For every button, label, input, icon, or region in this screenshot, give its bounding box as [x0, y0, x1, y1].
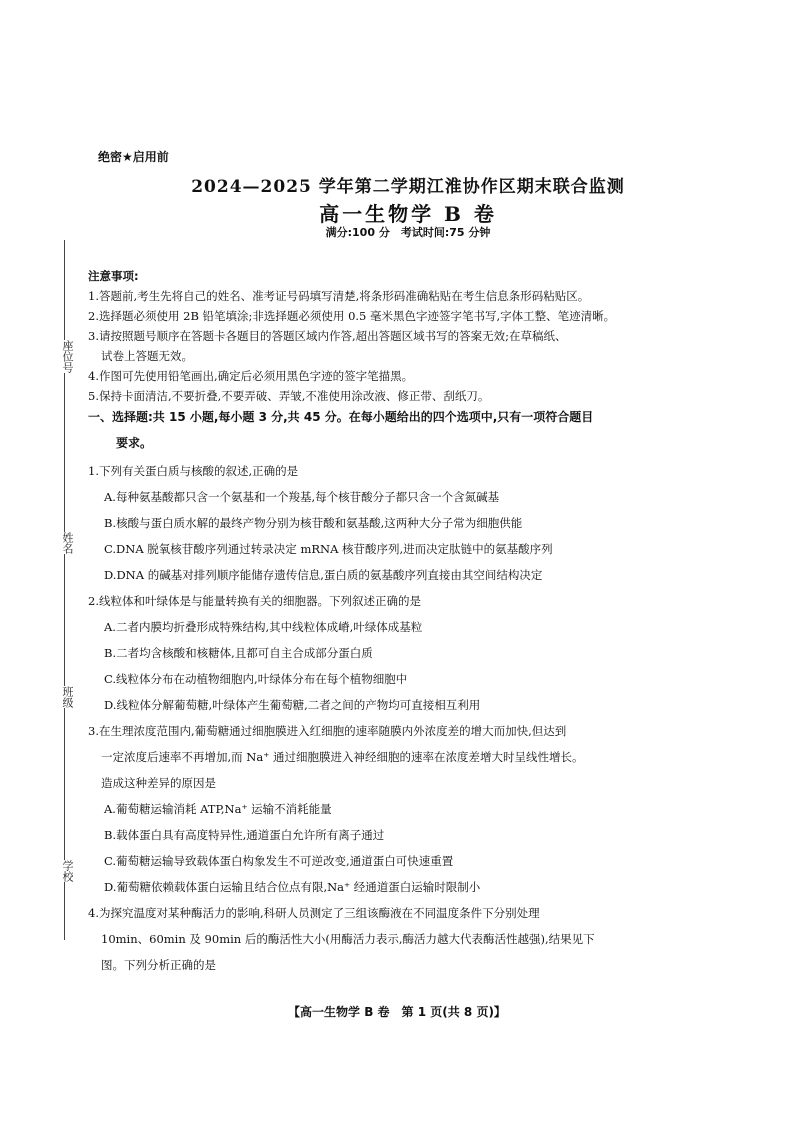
option-a: A.每种氨基酸都只含一个氨基和一个羧基,每个核苷酸分子都只含一个含氮碱基 — [104, 490, 500, 504]
name-label: 姓名 — [56, 532, 74, 554]
question-stem: 4.为探究温度对某种酶活力的影响,科研人员测定了三组该酶液在不同温度条件下分别处理 — [88, 906, 540, 920]
question-stem: 3.在生理浓度范围内,葡萄糖通过细胞膜进入红细胞的速率随膜内外浓度差的增大而加快,但达到 — [88, 724, 567, 738]
question-stem: 造成这种差异的原因是 — [101, 776, 216, 790]
option-d: D.葡萄糖依赖载体蛋白运输且结合位点有限,Na⁺ 经通道蛋白运输时限制小 — [104, 880, 481, 894]
exam-meta: 满分:100 分 考试时间:75 分钟 — [325, 226, 491, 239]
option-d: D.线粒体分解葡萄糖,叶绿体产生葡萄糖,二者之间的产物均可直接相互利用 — [104, 698, 481, 712]
notice-item: 4.作图可先使用铅笔画出,确定后必须用黑色字迹的签字笔描黑。 — [88, 369, 414, 383]
exam-subtitle: 高一生物学 B 卷 — [319, 202, 497, 226]
binding-margin — [52, 240, 78, 940]
section-heading-line: 要求。 — [116, 436, 153, 450]
notice-item: 5.保持卡面清洁,不要折叠,不要弄破、弄皱,不准使用涂改液、修正带、刮纸刀。 — [88, 389, 490, 403]
class-label: 班级 — [56, 686, 74, 708]
page-footer: 【高一生物学 B 卷 第 1 页(共 8 页)】 — [288, 1005, 506, 1019]
question-stem: 一定浓度后速率不再增加,而 Na⁺ 通过细胞膜进入神经细胞的速率在浓度差增大时呈线性增长。 — [101, 750, 584, 764]
notice-item: 1.答题前,考生先将自己的姓名、准考证号码填写清楚,将条形码准确粘贴在考生信息条形码粘贴区。 — [88, 289, 590, 303]
notice-item: 试卷上答题无效。 — [101, 349, 193, 363]
option-b: B.核酸与蛋白质水解的最终产物分别为核苷酸和氨基酸,这两种大分子常为细胞供能 — [104, 516, 523, 530]
option-c: C.DNA 脱氧核苷酸序列通过转录决定 mRNA 核苷酸序列,进而决定肽链中的氨基酸序列 — [104, 542, 553, 556]
question-stem: 1.下列有关蛋白质与核酸的叙述,正确的是 — [88, 464, 299, 478]
notice-item: 2.选择题必须使用 2B 铅笔填涂;非选择题必须使用 0.5 毫米黑色字迹签字笔书写,字体工整、笔迹清晰。 — [88, 309, 616, 323]
question-stem: 10min、60min 及 90min 后的酶活性大小(用酶活力表示,酶活力越大代表酶活性越强),结果见下 — [101, 932, 595, 946]
school-label: 学校 — [56, 860, 74, 882]
option-c: C.线粒体分布在动植物细胞内,叶绿体分布在每个植物细胞中 — [104, 672, 408, 686]
section-heading — [88, 404, 718, 456]
confidential-mark: 绝密★启用前 — [98, 150, 169, 164]
notice-heading: 注意事项: — [88, 269, 139, 283]
option-c: C.葡萄糖运输导致载体蛋白构象发生不可逆改变,通道蛋白可快速重置 — [104, 854, 454, 868]
option-a: A.葡萄糖运输消耗 ATP,Na⁺ 运输不消耗能量 — [104, 802, 332, 816]
notice-block — [88, 266, 718, 406]
option-a: A.二者内膜均折叠形成特殊结构,其中线粒体成嵴,叶绿体成基粒 — [104, 620, 423, 634]
question-4 — [88, 900, 718, 978]
option-b: B.载体蛋白具有高度特异性,通道蛋白允许所有离子通过 — [104, 828, 385, 842]
option-d: D.DNA 的碱基对排列顺序能储存遗传信息,蛋白质的氨基酸序列直接由其空间结构决定 — [104, 568, 543, 582]
question-1 — [88, 458, 718, 588]
seat-number-label: 座位号 — [56, 340, 74, 373]
question-2 — [88, 588, 718, 718]
exam-title: 2024—2025 学年第二学期江淮协作区期末联合监测 — [191, 177, 625, 197]
question-list — [88, 458, 718, 978]
question-stem: 图。下列分析正确的是 — [101, 958, 216, 972]
notice-item: 3.请按照题号顺序在答题卡各题目的答题区域内作答,超出答题区域书写的答案无效;在草稿纸、 — [88, 329, 567, 343]
option-b: B.二者均含核酸和核糖体,且都可自主合成部分蛋白质 — [104, 646, 373, 660]
question-3 — [88, 718, 718, 900]
section-heading-line: 一、选择题:共 15 小题,每小题 3 分,共 45 分。在每小题给出的四个选项中,只有一项符合题目 — [88, 410, 594, 424]
question-stem: 2.线粒体和叶绿体是与能量转换有关的细胞器。下列叙述正确的是 — [88, 594, 421, 608]
